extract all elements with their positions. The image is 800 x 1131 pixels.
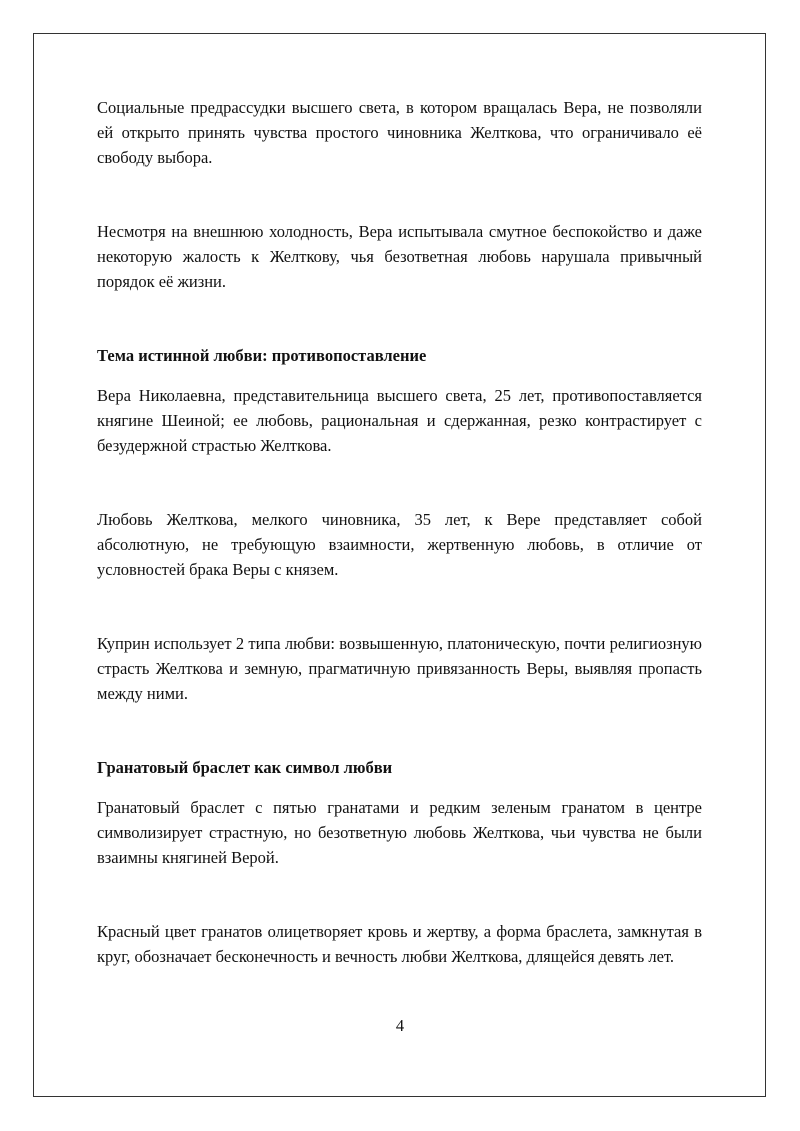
paragraph: Социальные предрассудки высшего света, в котором вращалась Вера, не позволяли ей открыто принять чувства простого чиновника Желткова, что ограничивало её свободу выбора.	[97, 98, 702, 167]
heading-spacer	[97, 368, 702, 383]
section-heading: Тема истинной любви: противопоставление	[97, 346, 427, 365]
paragraph: Красный цвет гранатов олицетворяет кровь и жертву, а форма браслета, замкнутая в круг, обозначает бесконечность и вечность любви Желткова, длящейся девять лет.	[97, 922, 702, 966]
paragraph-spacer	[97, 170, 702, 219]
paragraph: Несмотря на внешнюю холодность, Вера испытывала смутное беспокойство и даже некоторую жалость к Желткову, чья безответная любовь нарушала привычный порядок её жизни.	[97, 222, 702, 291]
paragraph-spacer	[97, 870, 702, 919]
paragraph-spacer	[97, 458, 702, 507]
paragraph: Гранатовый браслет с пятью гранатами и редким зеленым гранатом в центре символизирует страстную, но безответную любовь Желткова, чьи чувства не были взаимны княгиней Верой.	[97, 798, 702, 867]
paragraph: Вера Николаевна, представительница высшего света, 25 лет, противопоставляется княгине Шеиной; ее любовь, рациональная и сдержанная, резко контрастирует с безудержной страстью Желткова.	[97, 386, 702, 455]
paragraph-spacer	[97, 706, 702, 755]
page-number: 4	[395, 1016, 405, 1035]
paragraph-spacer	[97, 582, 702, 631]
heading-spacer	[97, 780, 702, 795]
document-body	[97, 95, 702, 969]
paragraph: Куприн использует 2 типа любви: возвышенную, платоническую, почти религиозную страсть Желткова и земную, прагматичную привязанность Веры, выявляя пропасть между ними.	[97, 634, 702, 703]
section-heading: Гранатовый браслет как символ любви	[97, 758, 393, 777]
paragraph: Любовь Желткова, мелкого чиновника, 35 лет, к Вере представляет собой абсолютную, не требующую взаимности, жертвенную любовь, в отличие от условностей брака Веры с князем.	[97, 510, 702, 579]
paragraph-spacer	[97, 294, 702, 343]
